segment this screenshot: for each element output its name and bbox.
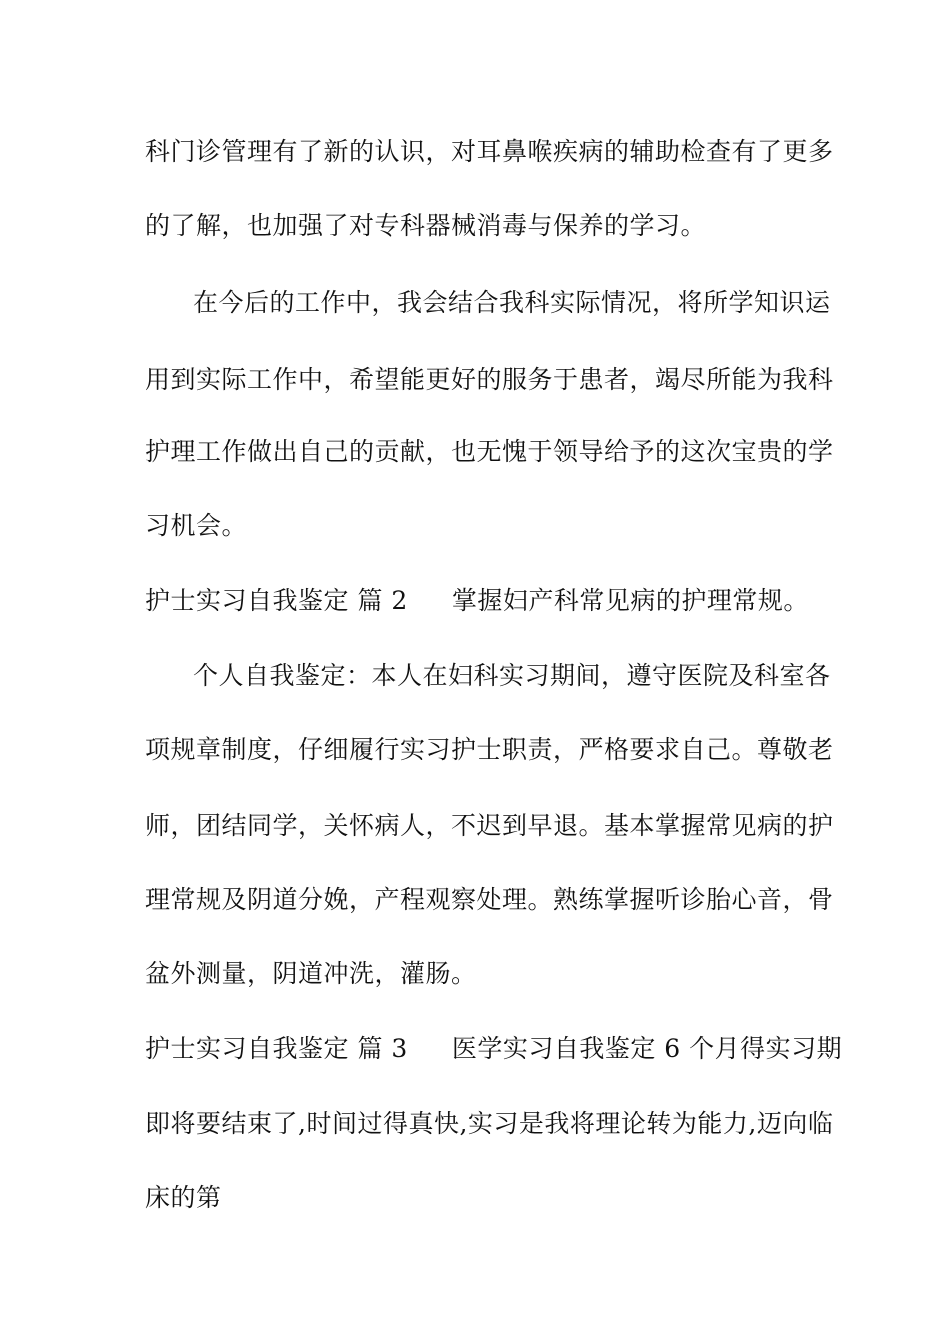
paragraph-line: 护理工作做出自己的贡献，也无愧于领导给予的这次宝贵的学 — [145, 437, 834, 466]
paragraph-line: 个人自我鉴定：本人在妇科实习期间，遵守医院及科室各 — [193, 661, 831, 690]
section-2-line — [145, 585, 825, 617]
section-2-text: 掌握妇产科常见病的护理常规。 — [451, 586, 809, 615]
paragraph-line: 在今后的工作中，我会结合我科实际情况，将所学知识运 — [193, 288, 831, 317]
paragraph-line: 理常规及阴道分娩，产程观察处理。熟练掌握听诊胎心音，骨 — [145, 885, 834, 914]
paragraph-line: 盆外测量，阴道冲洗，灌肠。 — [145, 959, 477, 988]
paragraph-line: 即将要结束了,时间过得真快,实习是我将理论转为能力,迈向临 — [145, 1109, 834, 1138]
paragraph-line: 用到实际工作中，希望能更好的服务于患者，竭尽所能为我科 — [145, 365, 834, 394]
section-3-heading: 护士实习自我鉴定 篇 3 — [145, 1034, 408, 1063]
paragraph-line: 科门诊管理有了新的认识，对耳鼻喉疾病的辅助检查有了更多 — [145, 137, 834, 166]
paragraph-line: 习机会。 — [145, 511, 248, 540]
section-3-text: 医学实习自我鉴定 6 个月得实习期 — [451, 1034, 843, 1063]
paragraph-line: 的了解，也加强了对专科器械消毒与保养的学习。 — [145, 211, 707, 240]
section-2-heading: 护士实习自我鉴定 篇 2 — [145, 586, 408, 615]
paragraph-line: 师，团结同学，关怀病人，不迟到早退。基本掌握常见病的护 — [145, 811, 834, 840]
paragraph-line: 床的第 — [145, 1183, 222, 1212]
paragraph-line: 项规章制度，仔细履行实习护士职责，严格要求自己。尊敬老 — [145, 735, 834, 764]
section-3-line — [145, 1033, 843, 1065]
